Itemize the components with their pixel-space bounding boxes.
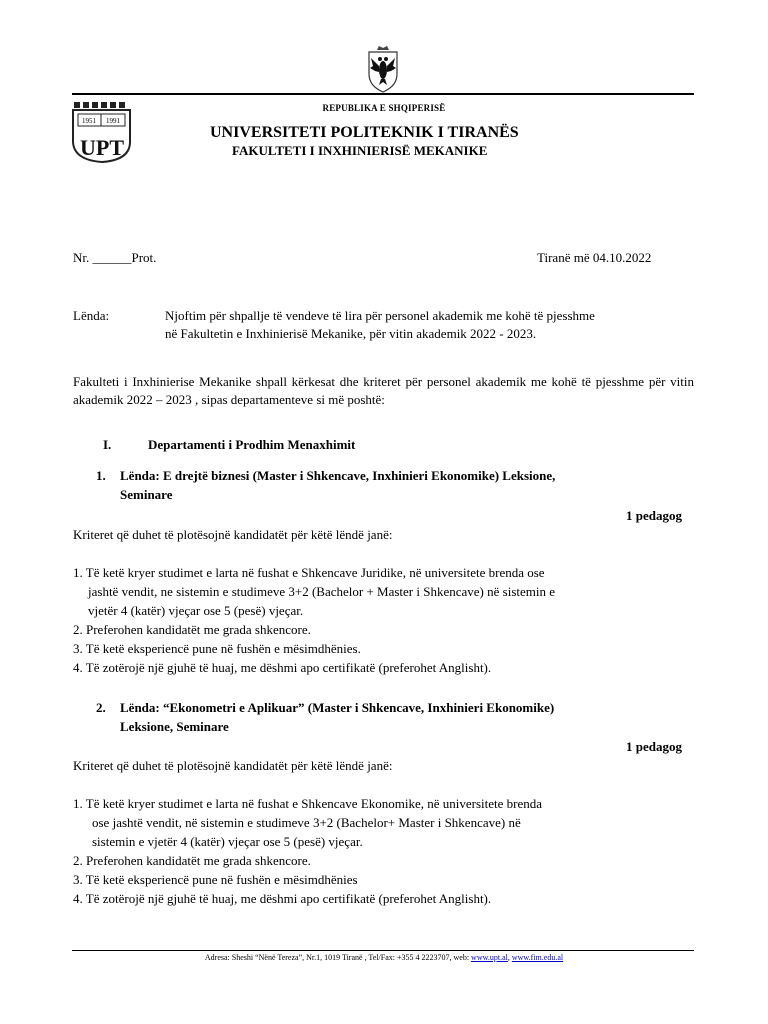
- course-2-count: 1 pedagog: [626, 739, 682, 754]
- footer-link-upt[interactable]: www.upt.al: [471, 953, 508, 962]
- subject-line-1: Njoftim për shpallje të vendeve të lira për personel akademik me kohë të pjesshme: [165, 308, 595, 323]
- footer-address: [0, 953, 768, 962]
- course-2-criterion: 2. Preferohen kandidatët me grada shkencore.: [73, 853, 311, 868]
- subject-line-2: në Fakultetin e Inxhinierisë Mekanike, për vitin akademik 2022 - 2023.: [165, 326, 537, 341]
- course-1-criterion: 2. Preferohen kandidatët me grada shkencore.: [73, 622, 311, 637]
- footer-separator: ,: [507, 953, 512, 962]
- department-name: Departamenti i Prodhim Menaxhimit: [148, 437, 356, 452]
- place-date: Tiranë më 04.10.2022: [537, 250, 652, 265]
- course-1-criterion: 4. Të zotërojë një gjuhë të huaj, me dëshmi apo certifikatë (preferohet Anglisht).: [73, 660, 492, 675]
- header-rule: [72, 93, 694, 95]
- svg-text:1991: 1991: [106, 117, 120, 125]
- footer-rule: [72, 950, 694, 951]
- university-title: UNIVERSITETI POLITEKNIK I TIRANËS: [210, 124, 519, 141]
- republic-label: REPUBLIKA E SHQIPERISË: [322, 103, 446, 113]
- course-2-criterion: sistemin e vjetër 4 (katër) vjeçar ose 5 (pesë) vjeçar.: [92, 834, 363, 849]
- course-2-criterion: 4. Të zotërojë një gjuhë të huaj, me dëshmi apo certifikatë (preferohet Anglisht).: [73, 891, 492, 906]
- eagle-coat-of-arms-icon: [363, 44, 403, 94]
- svg-text:1951: 1951: [82, 117, 96, 125]
- protocol-number: Nr. ______Prot.: [73, 250, 157, 265]
- course-2-criterion: ose jashtë vendit, në sistemin e studimeve 3+2 (Bachelor+ Master i Shkencave) në: [92, 815, 521, 830]
- course-2-criterion: 1. Të ketë kryer studimet e larta në fushat e Shkencave Ekonomike, në universitete brenda: [73, 796, 543, 811]
- department-number: I.: [103, 437, 112, 452]
- course-2-criterion: 3. Të ketë eksperiencë pune në fushën e mësimdhënies: [73, 872, 358, 887]
- faculty-title: FAKULTETI I INXHINIERISË MEKANIKE: [232, 143, 488, 158]
- subject-label: Lënda:: [73, 308, 110, 323]
- course-1-criterion: vjetër 4 (katër) vjeçar ose 5 (pesë) vjeçar.: [88, 603, 304, 618]
- course-1-title-line-2: Seminare: [120, 487, 173, 502]
- course-2-number: 2.: [96, 700, 106, 715]
- intro-paragraph: Fakulteti i Inxhinierise Mekanike shpall kërkesat dhe kriteret për personel akademik me kohë të pjesshme për vitin akademik 2022 – 2023 , sipas departamenteve si më poshtë:: [73, 374, 694, 407]
- course-2-criteria-heading: Kriteret që duhet të plotësojnë kandidatët për këtë lëndë janë:: [73, 758, 393, 773]
- course-1-number: 1.: [96, 468, 106, 483]
- course-1-count: 1 pedagog: [626, 508, 682, 523]
- course-1-title-line-1: Lënda: E drejtë biznesi (Master i Shkencave, Inxhinieri Ekonomike) Leksione,: [120, 468, 556, 483]
- course-1-criterion: 3. Të ketë eksperiencë pune në fushën e mësimdhënies.: [73, 641, 361, 656]
- svg-text:UPT: UPT: [80, 135, 124, 160]
- course-2-title-line-1: Lënda: “Ekonometri e Aplikuar” (Master i Shkencave, Inxhinieri Ekonomike): [120, 700, 555, 715]
- course-2-title-line-2: Leksione, Seminare: [120, 719, 229, 734]
- footer-address-text: Adresa: Sheshi “Nënë Tereza”, Nr.1, 1019 Tiranë , Tel/Fax: +355 4 2223707, web:: [204, 953, 472, 962]
- course-1-criteria-heading: Kriteret që duhet të plotësojnë kandidatët për këtë lëndë janë:: [73, 527, 393, 542]
- footer-link-fim[interactable]: www.fim.edu.al: [511, 953, 564, 962]
- course-1-criterion: 1. Të ketë kryer studimet e larta në fushat e Shkencave Juridike, në universitete brenda ose: [73, 565, 545, 580]
- course-1-criterion: jashtë vendit, ne sistemin e studimeve 3+2 (Bachelor + Master i Shkencave) në sistemin e: [88, 584, 556, 599]
